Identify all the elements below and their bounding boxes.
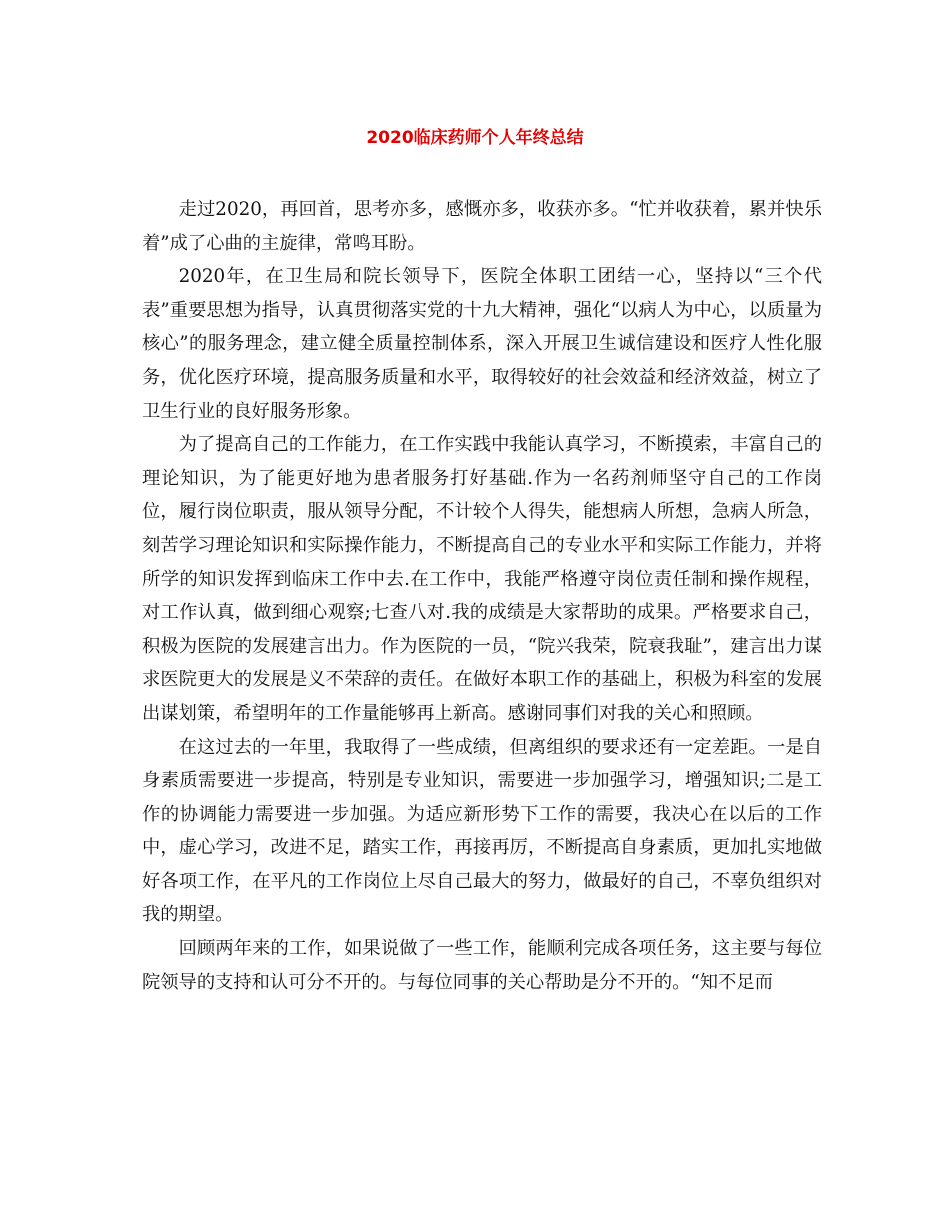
paragraph: 回顾两年来的工作，如果说做了一些工作，能顺利完成各项任务，这主要与每位院领导的支持和认可分不开的。与每位同事的关心帮助是分不开的。“知不足而 [142,938,822,993]
paragraph: 在这过去的一年里，我取得了一些成绩，但离组织的要求还有一定差距。一是自身素质需要进一步提高，特别是专业知识，需要进一步加强学习，增强知识;二是工作的协调能力需要进一步加强。为适应新形势下工作的需要，我决心在以后的工作中，虚心学习，改进不足，踏实工作，再接再厉，不断提高自身素质，更加扎实地做好各项工作，在平凡的工作岗位上尽自己最大的努力，做最好的自己，不辜负组织对我的期望。 [142,736,822,926]
document-title: 2020临床药师个人年终总结 [366,128,584,148]
paragraph: 2020年，在卫生局和院长领导下，医院全体职工团结一心，坚持以“三个代表”重要思想为指导，认真贯彻落实党的十九大精神，强化“以病人为中心，以质量为核心”的服务理念，建立健全质量控制体系，深入开展卫生诚信建设和医疗人性化服务，优化医疗环境，提高服务质量和水平，取得较好的社会效益和经济效益，树立了卫生行业的良好服务形象。 [142,266,822,422]
document-body [142,193,822,999]
paragraph: 走过2020，再回首，思考亦多，感慨亦多，收获亦多。“忙并收获着，累并快乐着”成了心曲的主旋律，常鸣耳盼。 [142,199,822,254]
paragraph: 为了提高自己的工作能力，在工作实践中我能认真学习，不断摸索，丰富自己的理论知识，为了能更好地为患者服务打好基础.作为一名药剂师坚守自己的工作岗位，履行岗位职责，服从领导分配，不计较个人得失，能想病人所想，急病人所急，刻苦学习理论知识和实际操作能力，不断提高自己的专业水平和实际工作能力，并将所学的知识发挥到临床工作中去.在工作中，我能严格遵守岗位责任制和操作规程，对工作认真，做到细心观察;七查八对.我的成绩是大家帮助的成果。严格要求自己，积极为医院的发展建言出力。作为医院的一员，“院兴我荣，院衰我耻”，建言出力谋求医院更大的发展是义不荣辞的责任。在做好本职工作的基础上，积极为科室的发展出谋划策，希望明年的工作量能够再上新高。感谢同事们对我的关心和照顾。 [142,434,822,724]
